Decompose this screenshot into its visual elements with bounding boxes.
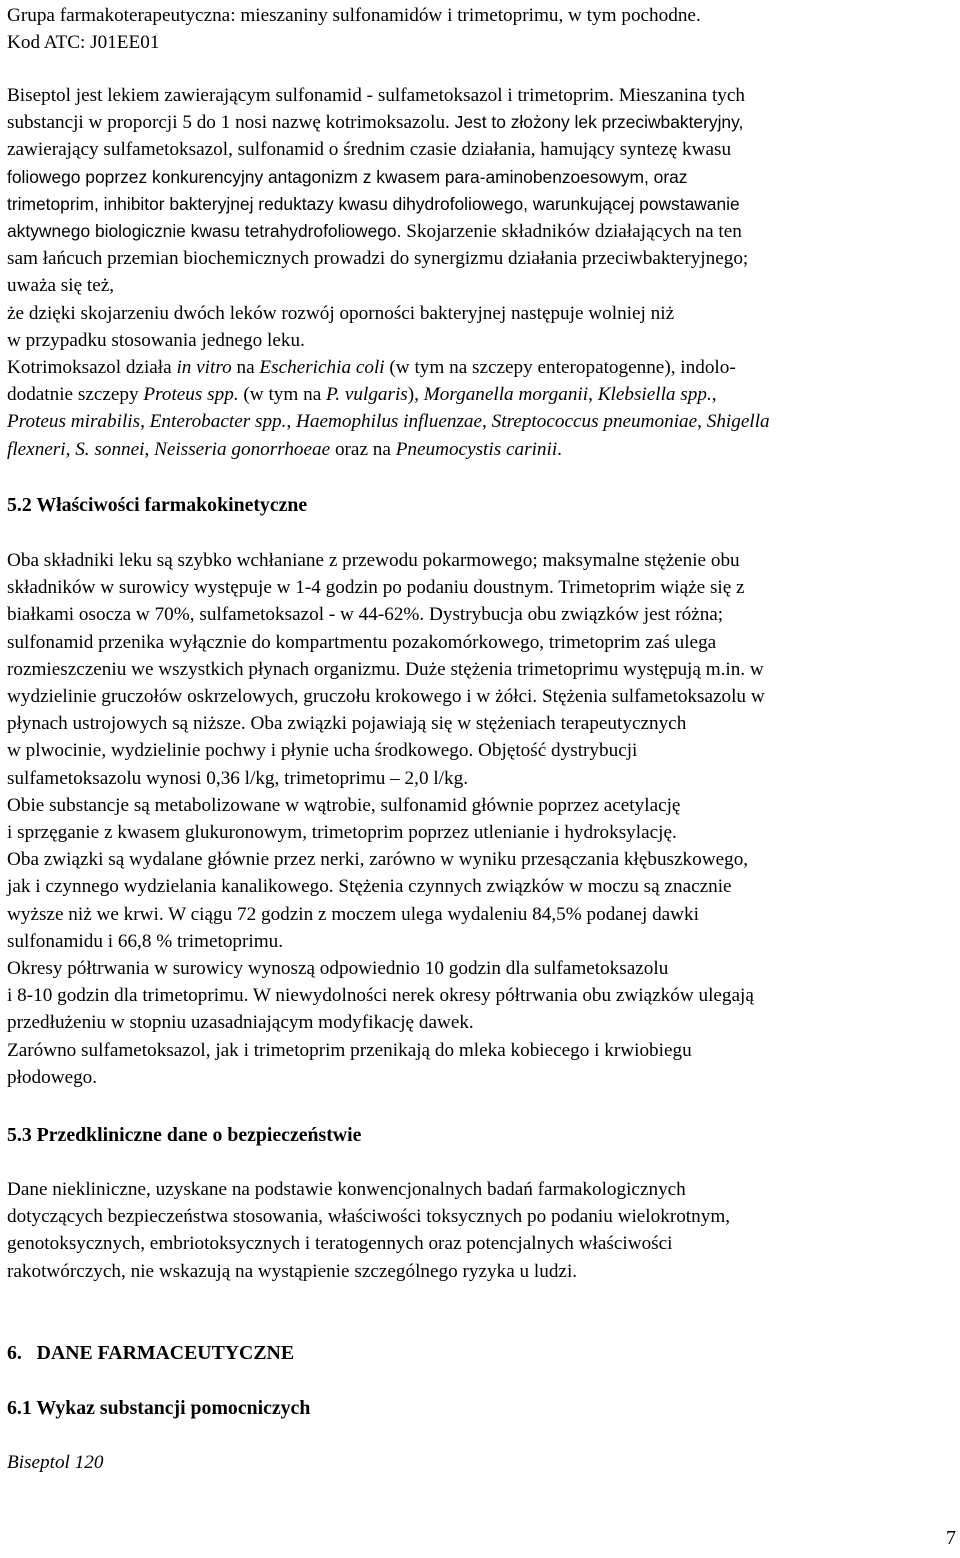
section-5-3-line: dotyczących bezpieczeństwa stosowania, właściwości toksycznych po podaniu wielokrotnym, [7,1206,731,1228]
pharmacotherapeutic-group: Grupa farmakoterapeutyczna: mieszaniny sulfonamidów i trimetoprimu, w tym pochodne. [7,5,701,26]
section-5-2-line: Zarówno sulfametoksazol, jak i trimetoprim przenikają do mleka kobiecego i krwiobiegu [7,1039,692,1061]
section-6-1-title: 6.1 Wykaz substancji pomocniczych [7,1397,311,1419]
section-5-2-line: Oba składniki leku są szybko wchłaniane z przewodu pokarmowego; maksymalne stężenie obu [7,550,740,571]
section-5-2-line: sulfametoksazolu wynosi 0,36 l/kg, trimetoprimu – 2,0 l/kg. [7,767,468,789]
section-5-2-line: wydzielinie gruczołów oskrzelowych, gruczołu krokowego i w żółci. Stężenia sulfametoksazolu w [7,686,765,708]
intro-line: trimetoprim, inhibitor bakteryjnej reduktazy kwasu dihydrofoliowego, warunkującej powstawanie [7,193,740,214]
spectrum-line: Kotrimoksazol działa in vitro na Escherichia coli (w tym na szczepy enteropatogenne), indolo- [7,357,736,378]
section-5-2-line: i 8-10 godzin dla trimetoprimu. W niewydolności nerek okresy półtrwania obu związków ulegają [7,985,754,1007]
section-5-2-line: w plwocinie, wydzielinie pochwy i płynie ucha środkowego. Objętość dystrybucji [7,740,638,762]
spectrum-line: Proteus mirabilis, Enterobacter spp., Haemophilus influenzae, Streptococcus pneumoniae, Shigella [7,411,770,433]
spectrum-line: dodatnie szczepy Proteus spp. (w tym na P. vulgaris), Morganella morganii, Klebsiella spp., [7,384,717,406]
intro-line: foliowego poprzez konkurencyjny antagonizm z kwasem para-aminobenzoesowym, oraz [7,166,688,187]
atc-code: Kod ATC: J01EE01 [7,32,160,54]
intro-line: aktywnego biologicznie kwasu tetrahydrofoliowego. Skojarzenie składników działających na ten [7,221,742,243]
section-5-3-body [7,1176,730,1285]
section-5-2-line: płodowego. [7,1066,98,1088]
intro-paragraph [7,82,748,354]
intro-line: sam łańcuch przemian biochemicznych prowadzi do synergizmu działania przeciwbakteryjnego; [7,248,749,270]
intro-line: że dzięki skojarzeniu dwóch leków rozwój oporności bakteryjnej następuje wolniej niż [7,302,675,324]
section-5-2-line: jak i czynnego wydzielania kanalikowego. Stężenia czynnych związków w moczu są znacznie [7,876,732,898]
section-5-3-line: Dane niekliniczne, uzyskane na podstawie konwencjonalnych badań farmakologicznych [7,1179,686,1200]
section-5-2-line: białkami osocza w 70%, sulfametoksazol - w 44-62%. Dystrybucja obu związków jest różna; [7,604,724,626]
spectrum-line: flexneri, S. sonnei, Neisseria gonorrhoeae oraz na Pneumocystis carinii. [7,438,562,460]
section-5-2-line: Obie substancje są metabolizowane w wątrobie, sulfonamid głównie poprzez acetylację [7,794,681,816]
section-5-3-line: genotoksycznych, embriotoksycznych i teratogennych oraz potencjalnych właściwości [7,1233,673,1255]
section-5-2-line: wyższe niż we krwi. W ciągu 72 godzin z moczem ulega wydaleniu 84,5% podanej dawki [7,903,699,925]
section-5-2-line: sulfonamid przenika wyłącznie do kompartmentu pozakomórkowego, trimetoprim zaś ulega [7,631,717,653]
intro-line: w przypadku stosowania jednego leku. [7,329,305,351]
section-5-2-line: rozmieszczeniu we wszystkich płynach organizmu. Duże stężenia trimetoprimu występują m.in. w [7,658,764,680]
section-5-3-title: 5.3 Przedkliniczne dane o bezpieczeństwie [7,1124,362,1146]
page-number: 7 [946,1527,956,1549]
intro-line: uważa się też, [7,275,115,297]
intro-line: zawierający sulfametoksazol, sulfonamid o średnim czasie działania, hamujący syntezę kwasu [7,139,732,161]
section-5-2-line: sulfonamidu i 66,8 % trimetoprimu. [7,930,284,952]
section-5-2-title: 5.2 Właściwości farmakokinetyczne [7,494,308,516]
section-5-2-body [7,547,765,1091]
section-5-3-line: rakotwórczych, nie wskazują na wystąpienie szczególnego ryzyka u ludzi. [7,1260,578,1282]
section-5-2-line: składników w surowicy występuje w 1-4 godzin po podaniu doustnym. Trimetoprim wiąże się z [7,577,745,599]
section-5-2-line: Oba związki są wydalane głównie przez nerki, zarówno w wyniku przesączania kłębuszkowego, [7,849,749,871]
section-6-title: 6. DANE FARMACEUTYCZNE [7,1342,295,1364]
section-5-2-line: przedłużeniu w stopniu uzasadniającym modyfikację dawek. [7,1012,474,1034]
header-block [7,2,701,56]
section-5-2-line: i sprzęganie z kwasem glukuronowym, trimetoprim poprzez utlenianie i hydroksylację. [7,822,677,844]
intro-line: substancji w proporcji 5 do 1 nosi nazwę kotrimoksazolu. Jest to złożony lek przeciwbakteryjny, [7,112,744,134]
spectrum-paragraph [7,354,770,463]
intro-line: Biseptol jest lekiem zawierającym sulfonamid - sulfametoksazol i trimetoprim. Mieszanina tych [7,85,745,106]
product-name: Biseptol 120 [7,1452,104,1473]
section-5-2-line: Okresy półtrwania w surowicy wynoszą odpowiednio 10 godzin dla sulfametoksazolu [7,958,669,980]
section-5-2-line: płynach ustrojowych są niższe. Oba związki pojawiają się w stężeniach terapeutycznych [7,713,687,735]
